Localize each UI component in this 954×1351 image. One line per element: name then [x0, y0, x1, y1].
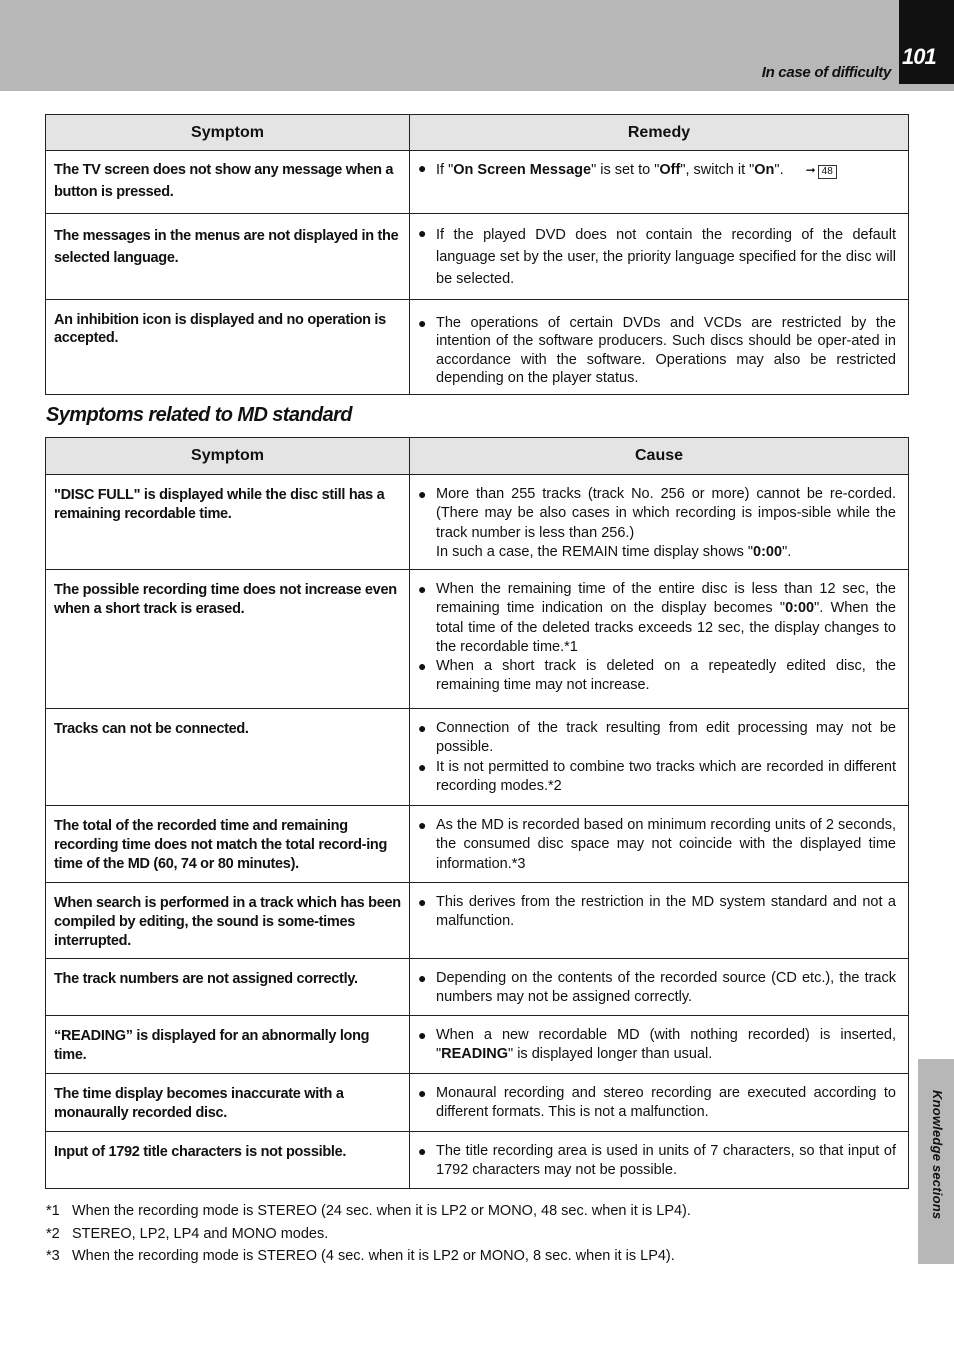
- list-item: [418, 1084, 896, 1123]
- bullet-icon: ●: [418, 315, 427, 331]
- table-row: [46, 1016, 909, 1074]
- list-item: [418, 719, 896, 758]
- table-header-row: [46, 115, 909, 151]
- list-item: [418, 580, 896, 657]
- table-row: [46, 475, 909, 570]
- cause-cell: [410, 1132, 909, 1189]
- bullet-icon: ●: [418, 720, 427, 736]
- bullet-icon: ●: [418, 1027, 427, 1043]
- table-row: [46, 570, 909, 709]
- symptom-cell: "DISC FULL" is displayed while the disc still has a remaining recordable time.: [46, 475, 410, 570]
- table-row: [46, 1132, 909, 1189]
- table-row: [46, 151, 909, 214]
- remedy-text: If "On Screen Message" is set to "Off", switch it "On". ➞ 48: [436, 159, 896, 181]
- table-row: [46, 709, 909, 806]
- table-row: [46, 300, 909, 395]
- page-number-tab: [899, 0, 954, 84]
- symptom-cell: The possible recording time does not increase even when a short track is erased.: [46, 570, 410, 709]
- cause-text: This derives from the restriction in the MD system standard and not a malfunction.: [436, 894, 896, 930]
- cause-text: It is not permitted to combine two tracks which are recorded in different recording modes.*2: [436, 758, 896, 794]
- list-item: [418, 485, 896, 543]
- remedy-cell: [410, 300, 909, 395]
- page-reference: [806, 159, 837, 181]
- footnote-mark: *2: [46, 1225, 60, 1242]
- footnotes: [46, 1200, 691, 1268]
- side-tab: [918, 1059, 954, 1264]
- symptom-cell: The track numbers are not assigned correctly.: [46, 959, 410, 1016]
- footnote: [46, 1200, 691, 1223]
- cause-cell: [410, 959, 909, 1016]
- reading-message-value: READING: [441, 1046, 509, 1063]
- bullet-icon: ●: [418, 486, 427, 502]
- list-item: [418, 758, 896, 797]
- cause-cell: [410, 475, 909, 570]
- bullet-icon: ●: [418, 758, 427, 775]
- bullet-icon: ●: [418, 1143, 427, 1159]
- symptom-cell: The TV screen does not show any message when a button is pressed.: [46, 151, 410, 214]
- cause-text: Depending on the contents of the recorded source (CD etc.), the track numbers may not be assigned correctly.: [436, 970, 896, 1006]
- list-item: [418, 816, 896, 874]
- footnote-text: When the recording mode is STEREO (24 sec. when it is LP2 or MONO, 48 sec. when it is LP4).: [72, 1203, 691, 1219]
- list-item: [418, 657, 896, 696]
- footnote: [46, 1245, 691, 1268]
- footnote-mark: *1: [46, 1203, 60, 1219]
- symptom-cell: The messages in the menus are not displayed in the selected language.: [46, 214, 410, 300]
- symptom-cell: Tracks can not be connected.: [46, 709, 410, 806]
- footnote-text: STEREO, LP2, LP4 and MONO modes.: [72, 1225, 329, 1242]
- on-screen-message-label: On Screen Message: [453, 162, 592, 178]
- cause-cell: [410, 1074, 909, 1132]
- bullet-icon: ●: [418, 160, 427, 176]
- bullet-icon: ●: [418, 970, 427, 986]
- on-value: On: [754, 162, 775, 178]
- bullet-icon: ●: [418, 817, 427, 833]
- remedy-cell: [410, 214, 909, 300]
- symptom-cell: “READING” is displayed for an abnormally long time.: [46, 1016, 410, 1074]
- cause-column-header: Cause: [410, 438, 909, 475]
- remedy-text: If the played DVD does not contain the recording of the default language set by the user, the priority language specified for the disc will be selected.: [436, 227, 896, 287]
- remedy-cell: [410, 151, 909, 214]
- table-row: [46, 959, 909, 1016]
- bullet-icon: ●: [418, 581, 427, 597]
- remedy-text: The operations of certain DVDs and VCDs are restricted by the intention of the software producers. Such discs should be oper-ated in accordance with the software. Operations may also be restricted depending on the player status.: [436, 315, 896, 386]
- cause-text: When a new recordable MD (with nothing recorded) is inserted, "READING" is displayed longer than usual.: [436, 1027, 896, 1063]
- cause-text: Connection of the track resulting from edit processing may not be possible.: [436, 720, 896, 756]
- bullet-icon: ●: [418, 1085, 427, 1101]
- cause-cell: [410, 883, 909, 959]
- dvd-troubleshooting-table: [45, 114, 909, 395]
- cause-text: When a short track is deleted on a repeatedly edited disc, the remaining time may not increase.: [436, 658, 896, 694]
- section-label: In case of difficulty: [761, 64, 891, 81]
- list-item: [418, 969, 896, 1008]
- symptom-cell: The time display becomes inaccurate with a monaurally recorded disc.: [46, 1074, 410, 1132]
- symptom-cell: An inhibition icon is displayed and no operation is accepted.: [46, 300, 410, 395]
- list-item: [418, 159, 896, 181]
- footnote-text: When the recording mode is STEREO (4 sec. when it is LP2 or MONO, 8 sec. when it is LP4).: [72, 1248, 675, 1265]
- list-item: [418, 1026, 896, 1065]
- remain-time-value: 0:00: [753, 543, 783, 560]
- bullet-icon: ●: [418, 225, 427, 241]
- symptom-cell: Input of 1792 title characters is not possible.: [46, 1132, 410, 1189]
- footnote-mark: *3: [46, 1248, 60, 1265]
- table-row: [46, 806, 909, 883]
- remedy-column-header: Remedy: [410, 115, 909, 151]
- remain-time-value: 0:00: [785, 600, 815, 617]
- cause-text: Monaural recording and stereo recording are executed according to different formats. This is not a malfunction.: [436, 1085, 896, 1121]
- cause-cell: [410, 806, 909, 883]
- bullet-icon: ●: [418, 658, 427, 675]
- cause-text: More than 255 tracks (track No. 256 or more) cannot be re-corded. (There may be also cases in which recording is impos-sible while the track number is less than 256.): [436, 486, 896, 541]
- list-item: [418, 314, 896, 387]
- cause-text: When the remaining time of the entire disc is less than 12 sec, the remaining time indication on the display becomes "0:00". When the total time of the deleted tracks exceeds 12 sec, the display changes to the recordable time.*1: [436, 581, 896, 655]
- off-value: Off: [659, 162, 681, 178]
- symptom-column-header: Symptom: [46, 115, 410, 151]
- cause-cell: [410, 1016, 909, 1074]
- symptom-cell: The total of the recorded time and remaining recording time does not match the total record-ing time of the MD (60, 74 or 80 minutes).: [46, 806, 410, 883]
- table-row: [46, 1074, 909, 1132]
- footnote: [46, 1223, 691, 1246]
- md-section-heading: Symptoms related to MD standard: [46, 404, 352, 426]
- symptom-cell: When search is performed in a track which has been compiled by editing, the sound is some-times interrupted.: [46, 883, 410, 959]
- list-item: [418, 1142, 896, 1181]
- list-item: [418, 224, 896, 290]
- symptom-column-header: Symptom: [46, 438, 410, 475]
- table-row: [46, 883, 909, 959]
- md-troubleshooting-table: [45, 437, 909, 1189]
- cause-cell: [410, 709, 909, 806]
- page-number: 101: [902, 44, 936, 69]
- table-row: [46, 214, 909, 300]
- reference-page-number: 48: [818, 165, 837, 179]
- table-header-row: [46, 438, 909, 475]
- side-tab-label: Knowledge sections: [930, 1090, 945, 1220]
- cause-note: In such a case, the REMAIN time display shows "0:00".: [436, 543, 792, 560]
- cause-text: As the MD is recorded based on minimum recording units of 2 seconds, the consumed disc space may not coincide with the displayed time information.*3: [436, 817, 896, 872]
- list-item: [418, 893, 896, 932]
- cause-text: The title recording area is used in units of 7 characters, so that input of 1792 characters may not be possible.: [436, 1143, 896, 1179]
- arrow-right-icon: ➞: [805, 163, 816, 177]
- cause-cell: [410, 570, 909, 709]
- bullet-icon: ●: [418, 894, 427, 910]
